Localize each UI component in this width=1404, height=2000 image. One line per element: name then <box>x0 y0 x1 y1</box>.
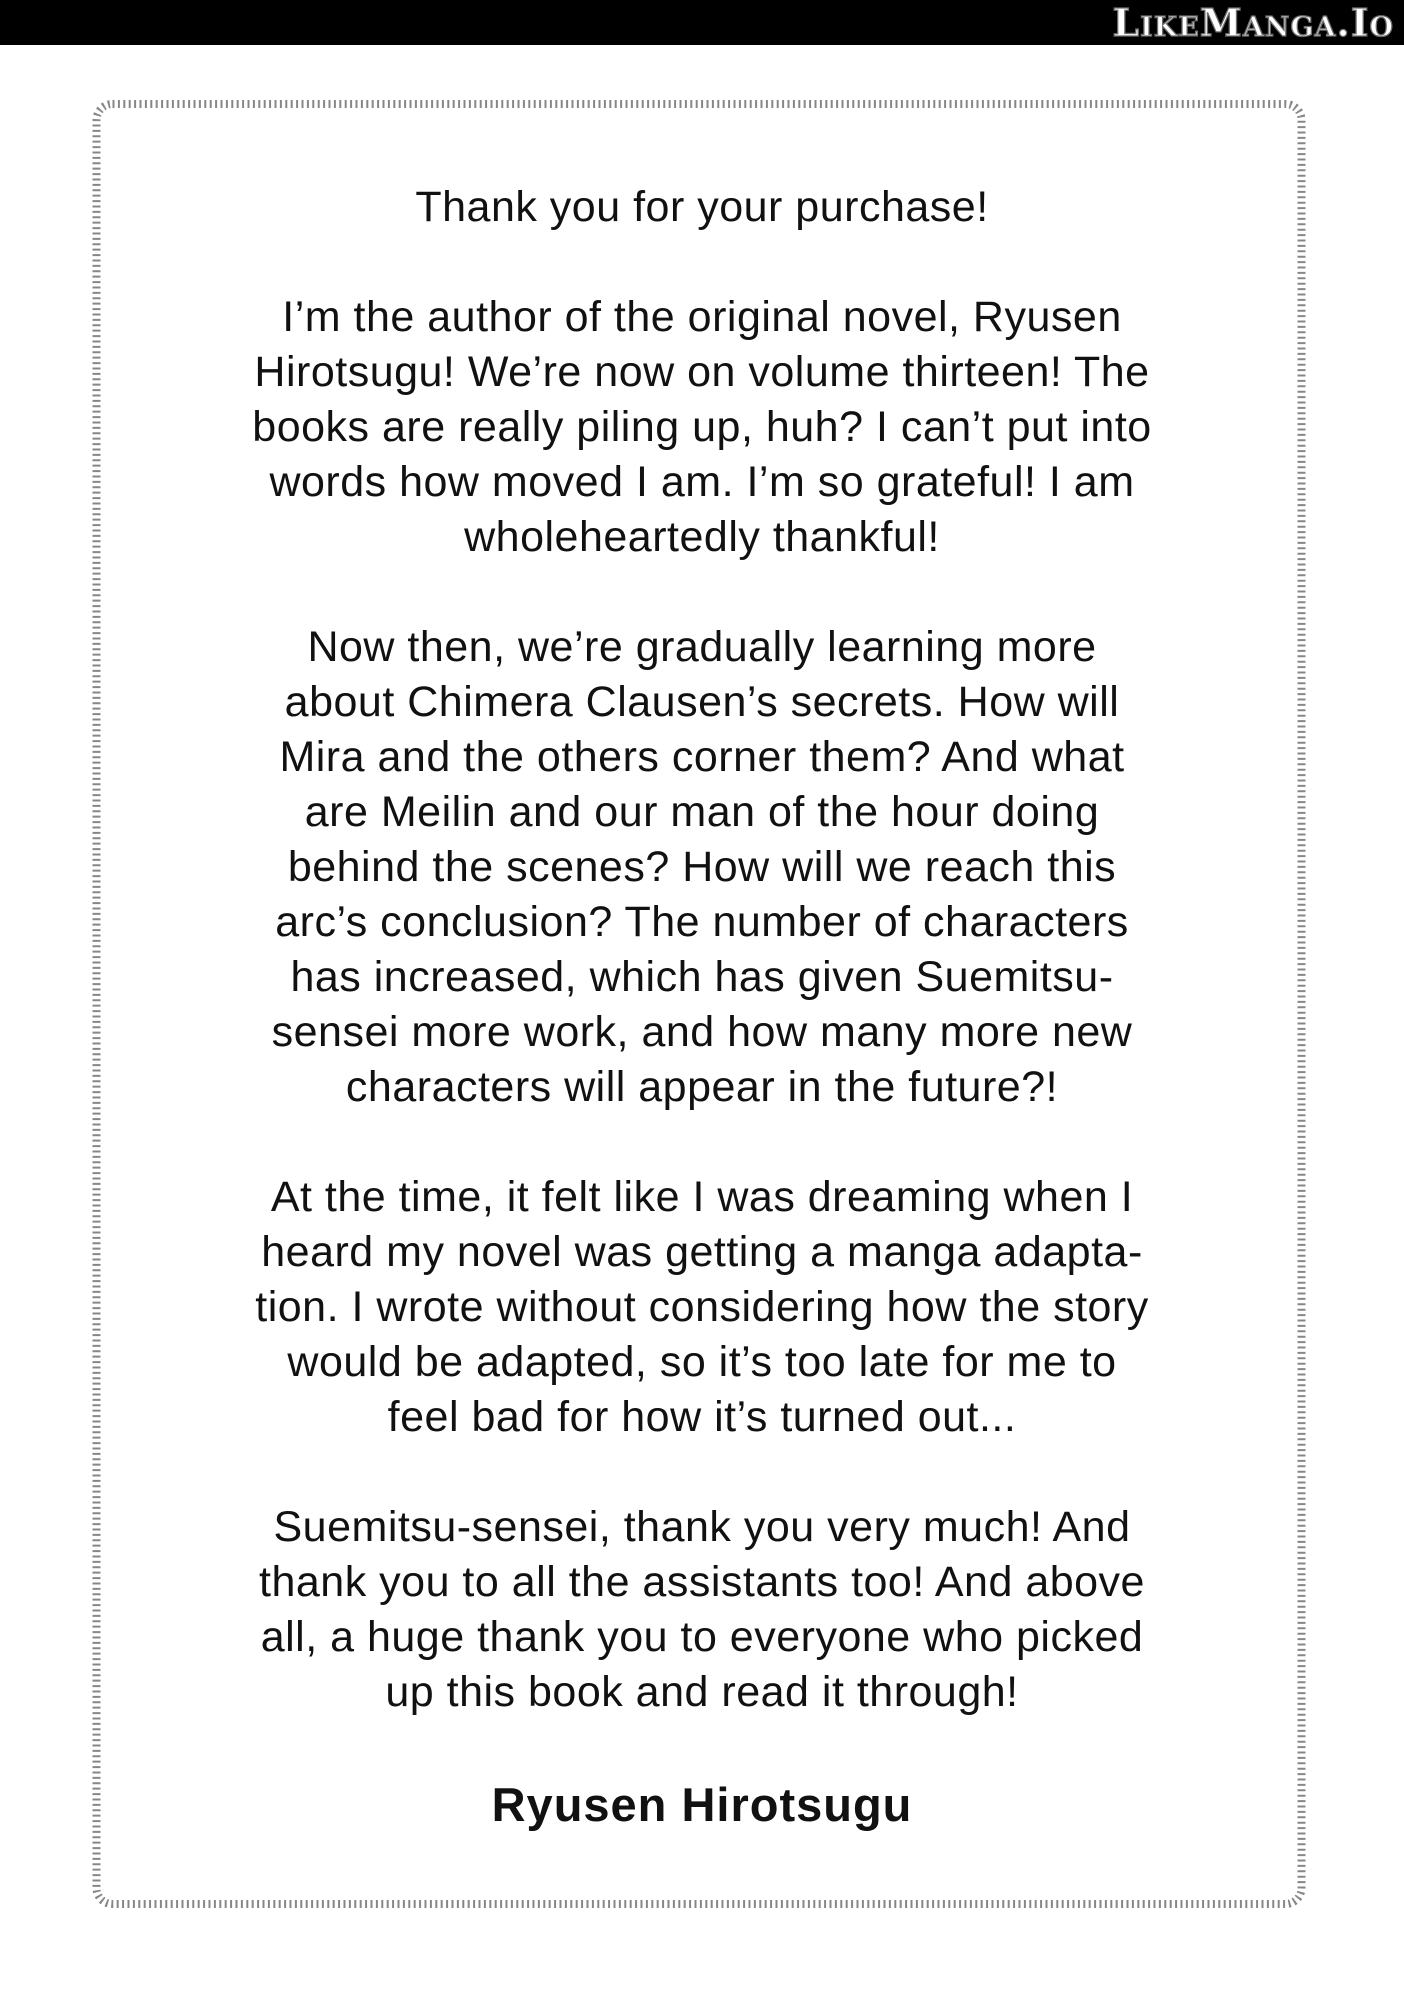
author-signature: Ryusen Hirotsugu <box>491 1778 913 1831</box>
text-line: has increased, which has given Suemitsu- <box>290 953 1114 1001</box>
text-line: are Meilin and our man of the hour doing <box>304 788 1100 836</box>
text-line: books are really piling up, huh? I can’t put into <box>252 403 1152 451</box>
text-line: wholeheartedly thankful! <box>464 513 940 561</box>
text-line: Now then, we’re gradually learning more <box>307 623 1097 671</box>
text-line: all, a huge thank you to everyone who picked <box>260 1613 1144 1661</box>
text-line: about Chimera Clausen’s secrets. How will <box>284 678 1120 726</box>
text-line: At the time, it felt like I was dreaming when I <box>270 1173 1134 1221</box>
text-line: Hirotsugu! We’re now on volume thirteen! The <box>254 348 1150 396</box>
afterword-heading: Thank you for your purchase! <box>415 183 989 231</box>
text-line: Suemitsu-sensei, thank you very much! And <box>273 1503 1131 1551</box>
text-line: thank you to all the assistants too! And above <box>259 1558 1145 1606</box>
text-line: I’m the author of the original novel, Ryusen <box>282 293 1122 341</box>
afterword-text <box>100 180 1304 1835</box>
text-line: arc’s conclusion? The number of characters <box>275 898 1129 946</box>
text-line: Mira and the others corner them? And what <box>279 733 1125 781</box>
paragraph <box>100 1170 1304 1445</box>
text-line: up this book and read it through! <box>385 1668 1019 1716</box>
text-line: heard my novel was getting a manga adapta- <box>261 1228 1143 1276</box>
paragraph <box>100 620 1304 1115</box>
text-line: characters will appear in the future?! <box>345 1063 1059 1111</box>
text-line: behind the scenes? How will we reach this <box>287 843 1117 891</box>
text-line: sensei more work, and how many more new <box>271 1008 1133 1056</box>
paragraphs <box>100 290 1304 1720</box>
paragraph <box>100 290 1304 565</box>
text-line: feel bad for how it’s turned out... <box>387 1393 1017 1441</box>
text-line: would be adapted, so it’s too late for me to <box>287 1338 1117 1386</box>
site-logo: LikeManga.Io <box>1112 0 1394 45</box>
paragraph <box>100 1500 1304 1720</box>
text-line: tion. I wrote without considering how the story <box>255 1283 1149 1331</box>
text-line: words how moved I am. I’m so grateful! I am <box>269 458 1135 506</box>
